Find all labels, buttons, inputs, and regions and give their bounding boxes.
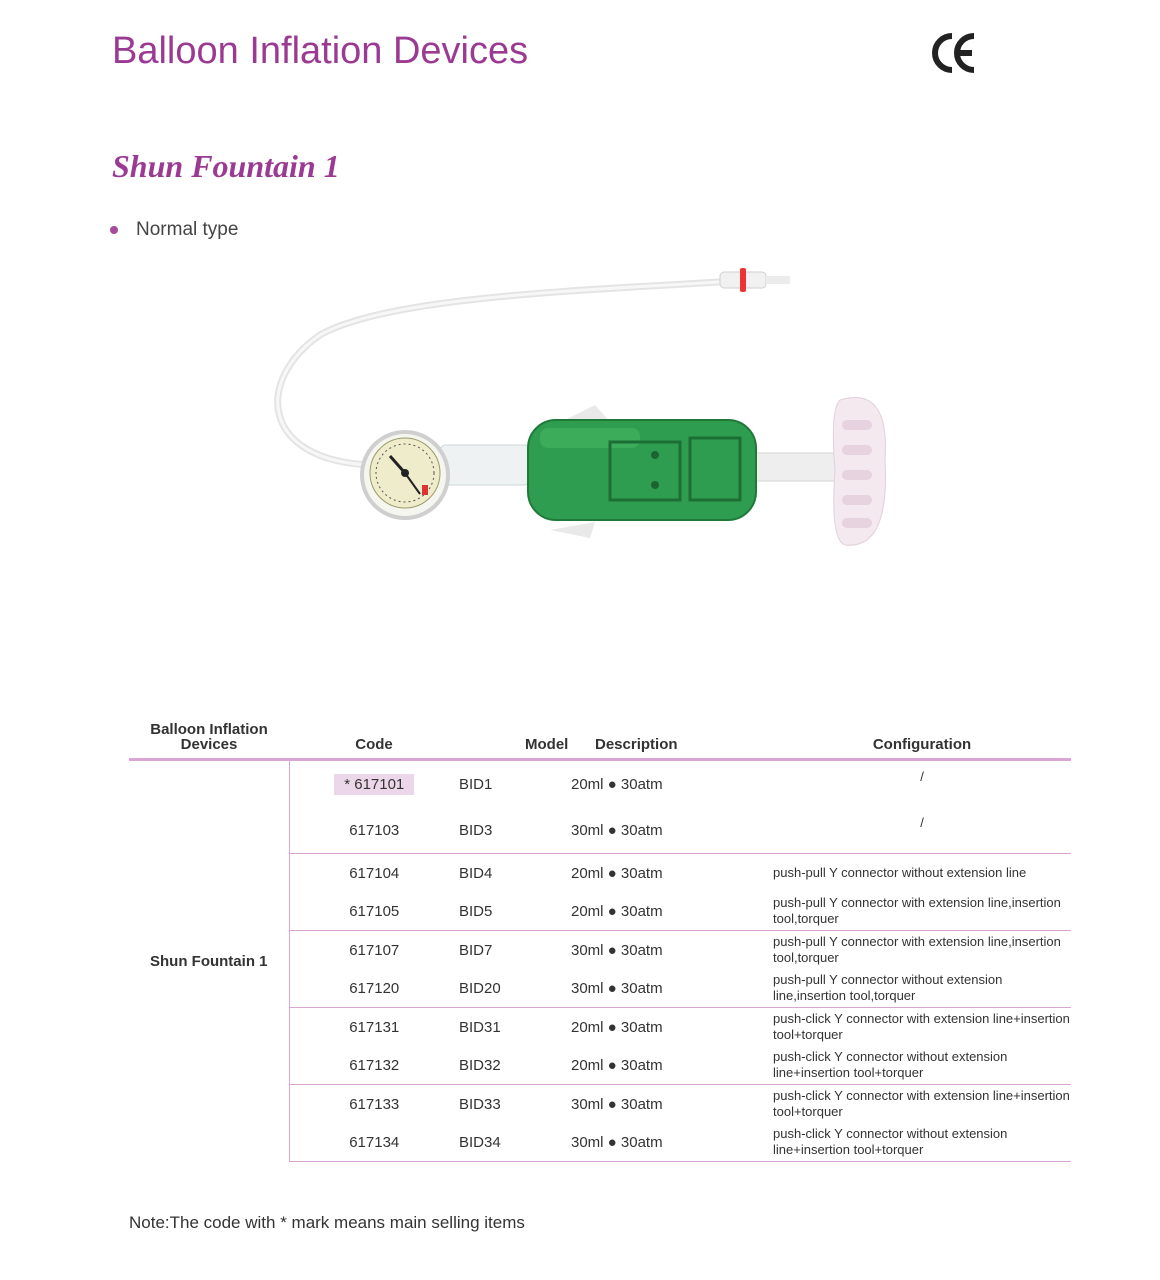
model-cell: BID4	[459, 864, 493, 882]
product-type-label: Normal type	[136, 219, 239, 240]
main-selling-code: * 617101	[334, 774, 414, 795]
product-spec-table	[129, 716, 1071, 1162]
description-cell: 20ml ● 30atm	[571, 1018, 663, 1036]
table-row	[129, 760, 1071, 808]
model-cell: BID5	[459, 892, 571, 931]
description-cell: 30ml ● 30atm	[571, 1123, 773, 1162]
group-label: Shun Fountain 1	[129, 760, 289, 1162]
configuration-cell: push-pull Y connector with extension line,insertion tool,torquer	[773, 892, 1071, 931]
product-name: Shun Fountain 1	[112, 148, 340, 184]
model-cell: BID7	[459, 941, 493, 959]
code-cell: 617131	[349, 1018, 400, 1036]
model-cell: BID32	[459, 1046, 571, 1085]
description-cell: 30ml ● 30atm	[571, 1095, 663, 1113]
description-cell: 20ml ● 30atm	[571, 1046, 773, 1085]
model-cell: BID3	[459, 807, 571, 854]
footnote: Note:The code with * mark means main selling items	[129, 1213, 525, 1232]
header-code: Code	[355, 736, 393, 753]
device-illustration	[250, 260, 910, 560]
code-cell: 617104	[349, 864, 400, 882]
code-cell: 617103	[289, 807, 459, 854]
code-cell: 617105	[289, 892, 459, 931]
bullet-icon	[110, 226, 118, 234]
description-cell: 30ml ● 30atm	[571, 807, 773, 854]
configuration-cell: /	[773, 807, 1071, 854]
configuration-cell: push-click Y connector without extension line+insertion tool+torquer	[773, 1123, 1071, 1162]
description-cell: 20ml ● 30atm	[571, 775, 663, 793]
model-cell: BID33	[459, 1095, 501, 1113]
configuration-cell: /	[920, 769, 924, 784]
page-title: Balloon Inflation Devices	[112, 30, 529, 72]
description-cell: 20ml ● 30atm	[571, 864, 663, 882]
product-type-item	[110, 219, 238, 241]
header-configuration: Configuration	[872, 736, 972, 753]
model-cell: BID31	[459, 1018, 501, 1036]
configuration-cell: push-click Y connector with extension line+insertion tool+torquer	[773, 1088, 1070, 1119]
model-cell: BID20	[459, 969, 571, 1008]
configuration-cell: push-pull Y connector with extension line,insertion tool,torquer	[773, 934, 1061, 965]
configuration-cell: push-pull Y connector without extension line	[773, 865, 1027, 880]
configuration-cell: push-click Y connector without extension line+insertion tool+torquer	[773, 1046, 1071, 1085]
code-cell: 617133	[349, 1095, 400, 1113]
model-cell: BID34	[459, 1123, 571, 1162]
model-cell: BID1	[459, 775, 493, 793]
description-cell: 30ml ● 30atm	[571, 941, 663, 959]
configuration-cell: push-pull Y connector without extension line,insertion tool,torquer	[773, 969, 1071, 1008]
header-model: Model	[525, 736, 569, 753]
configuration-cell: push-click Y connector with extension line+insertion tool+torquer	[773, 1011, 1070, 1042]
header-description: Description	[595, 736, 678, 753]
ce-mark-icon	[930, 30, 978, 76]
description-cell: 30ml ● 30atm	[571, 969, 773, 1008]
code-cell: 617132	[289, 1046, 459, 1085]
code-cell: 617134	[289, 1123, 459, 1162]
code-cell	[289, 760, 459, 808]
description-cell: 20ml ● 30atm	[571, 892, 773, 931]
code-cell: 617107	[349, 941, 400, 959]
table-header-row	[129, 716, 1071, 760]
header-category: Balloon Inflation Devices	[150, 721, 268, 753]
code-cell: 617120	[289, 969, 459, 1008]
